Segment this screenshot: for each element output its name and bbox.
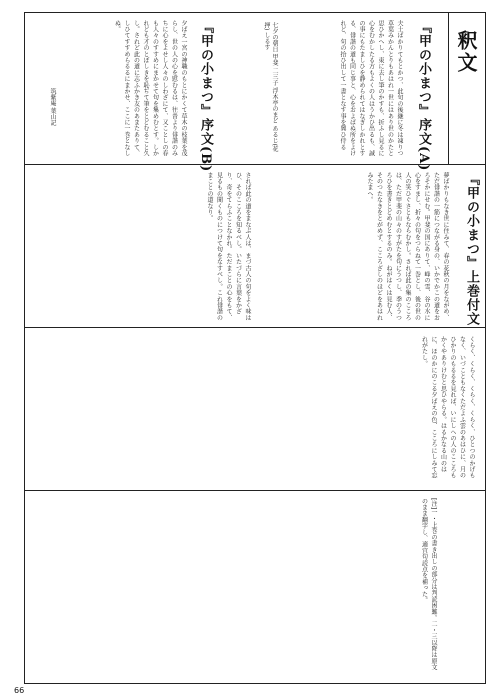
section-heading-c: 『甲の小まつ』上巻付文 [464,172,479,326]
section-heading-b: 『甲の小まつ』序文(B) [198,20,213,173]
divider-3 [24,490,486,491]
section-sign-b: 筑紫庵 葉山記 [49,88,56,126]
section-body-e: [注]一・上巻の書き出しの部分は判読困難。二・三以降は原文のまま翻字し、適宜句読点を補った。 [420,498,437,671]
section-body-b: 夕ばえ一宮の神職のもとにかくて草木の枝葉を茂らし、世の人の心を慰むるは、往昔より俳諧のみちに心をよせし人々のしわざにて、又ことしの春も人々のすすめにまかせて句を集めむとす。しかれども才のとぼしきを恥ぢて筆をとどむること久し。されど此の道に志ふかき友のあまたありて、しひてすすめらるるにまかせ、ここに一巻となしぬ。 [113,20,187,157]
section-body-d: くらく、くらく、くらく、くらく、ひとつのかげもなく、いづこともなくただよふ雲のあはひに、月のひかりのもるるを見れば、いにしへの人のこころもかくやありけむと思ひやらる。はるかなる山のはに、ほのかにのこる夕ばえの色、こころにしみて忘れがたし。 [420,336,475,479]
divider-2 [24,327,486,328]
section-body-a: 夫土ばかりてもとかつ、此句の後継に冬は凍りつ草葉みかんとりもあはれ一世にはあり世のかたと思ひかへし、東に去し筆のかすも、折ふし見るに心をむかしたる方もよくの人はうかひ出るも、誠の事にもたましひを静められてはなぎしかれとする、俳諧の道も同じ事と、心をおよばぬ所をよけれど、句の拾ひ出して一書となす事を冀ひ侍る [339,20,403,157]
section-notes [444,498,478,676]
page-title: 釈文 [454,30,478,74]
section-body-c: 夢ばかりもなき世に住みて、春の花秋の月をながめ、ただ俳諧の一筋につながる身の、いかでかこの道をおろそかにせむ。甲斐の国にありて、峰の雪、谷の水に心をすまし、折々の句をつらねて一巻とし、後の世の人の笑ひぐさともならむかし。されば此の集のこころは、ただ甲斐の山々のすがたを句にうつし、季のうつろひを書きとどめむとするのみ。ねがはくは見む人、そのつたなきをとがめず、こころざしのほどをあはれみたまへ。 [366,172,449,321]
section-body-c-right: されば此の道をまなぶ人は、まづ古人の句をよく味はひ、そのこころを知るべし。いたづらに言葉をかざり、奇をてらふことなかれ。ただまことの心をもて、見るもの聞くものにつけて句をなすべし。これ俳諧のまことの道なり。 [206,172,251,321]
page-number: 66 [14,686,25,695]
section-sign-a: 七夕の朝日 甲斐 二三子 浮木亭のまど あるじ(花押) しるす [263,22,278,152]
section-heading-a: 『甲の小まつ』序文(A) [416,20,431,172]
title-box-divider [448,12,449,164]
